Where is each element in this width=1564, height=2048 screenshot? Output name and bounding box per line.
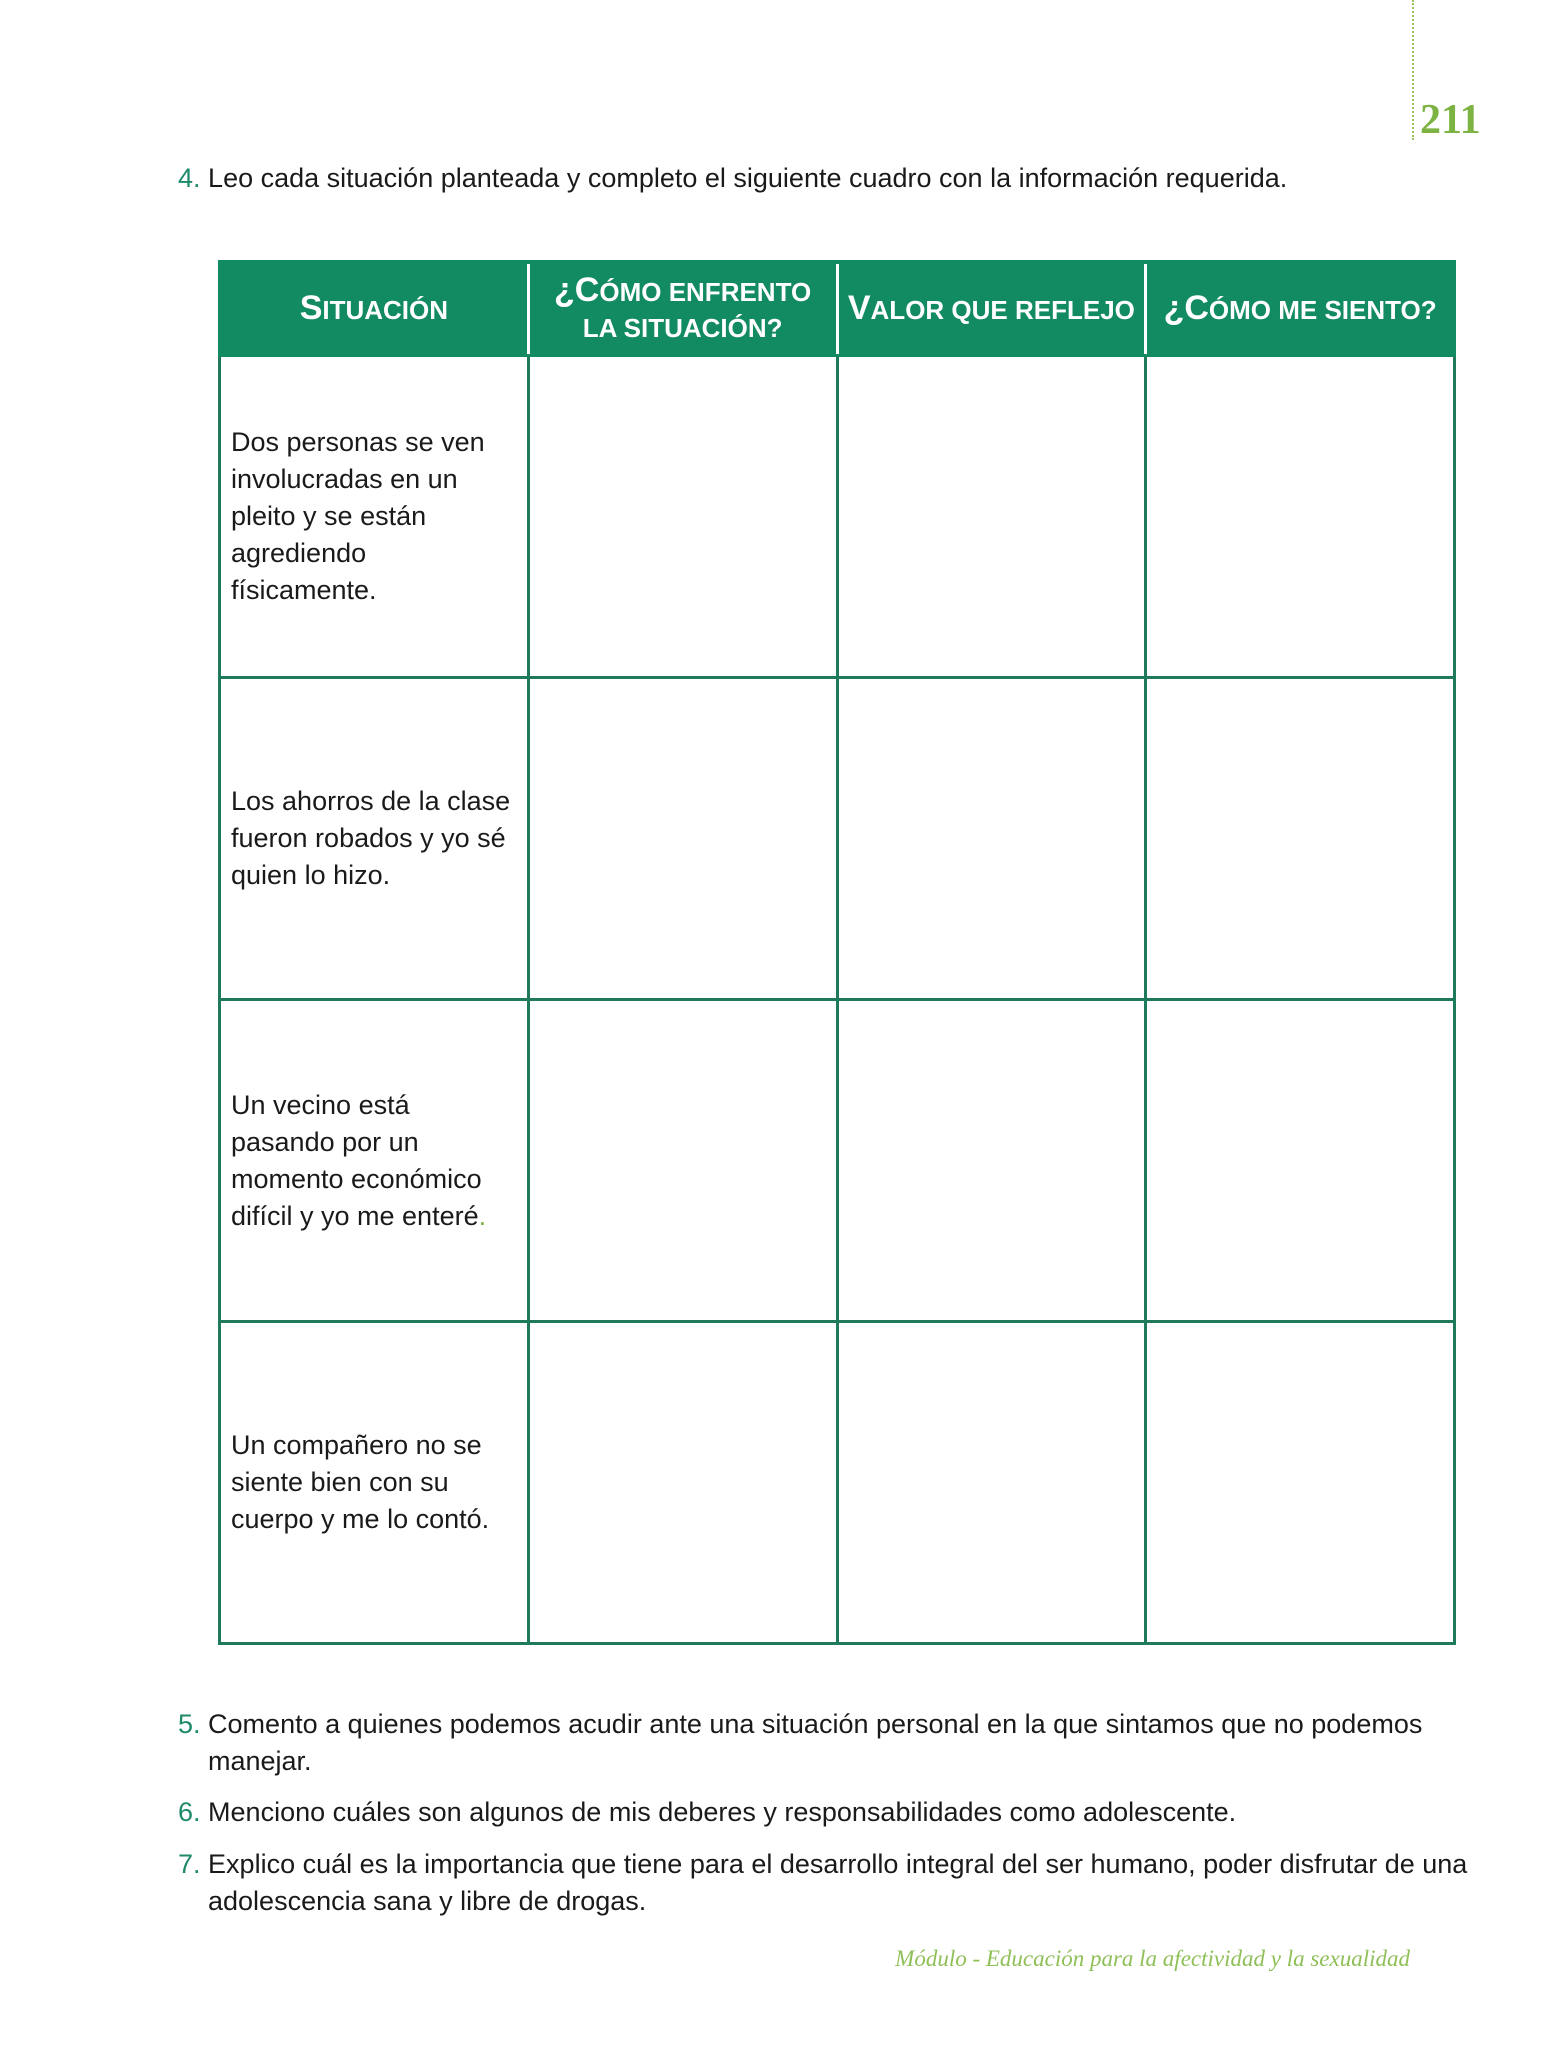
question-7 bbox=[178, 1846, 1498, 1920]
question-5-number: 5. bbox=[178, 1709, 201, 1739]
question-6-text: Menciono cuáles son algunos de mis deberes y responsabilidades como adolescente. bbox=[208, 1797, 1237, 1827]
header-como-me-siento: ¿CÓMO ME SIENTO? bbox=[1146, 262, 1455, 356]
question-4-text: Leo cada situación planteada y completo el siguiente cuadro con la información requerida. bbox=[208, 163, 1288, 193]
answer-cell-enfrento[interactable] bbox=[528, 678, 837, 1000]
question-5-text: Comento a quienes podemos acudir ante una situación personal en la que sintamos que no podemos manejar. bbox=[208, 1709, 1423, 1776]
situation-cell: Los ahorros de la clase fueron robados y yo sé quien lo hizo. bbox=[220, 678, 529, 1000]
answer-cell-valor[interactable] bbox=[837, 678, 1146, 1000]
situation-cell: Dos personas se ven involucradas en un pleito y se están agrediendo físicamente. bbox=[220, 356, 529, 678]
answer-cell-siento[interactable] bbox=[1146, 1322, 1455, 1644]
table-row bbox=[220, 1322, 1455, 1644]
table-row bbox=[220, 1000, 1455, 1322]
answer-cell-valor[interactable] bbox=[837, 1322, 1146, 1644]
page-number: 211 bbox=[1420, 97, 1481, 143]
table-row bbox=[220, 356, 1455, 678]
answer-cell-enfrento[interactable] bbox=[528, 1322, 837, 1644]
header-valor: VALOR QUE REFLEJO bbox=[837, 262, 1146, 356]
question-5 bbox=[178, 1706, 1498, 1780]
question-6 bbox=[178, 1794, 1498, 1831]
answer-cell-valor[interactable] bbox=[837, 1000, 1146, 1322]
question-7-number: 7. bbox=[178, 1849, 201, 1879]
answer-cell-enfrento[interactable] bbox=[528, 356, 837, 678]
header-situacion: SITUACIÓN bbox=[220, 262, 529, 356]
question-7-text: Explico cuál es la importancia que tiene para el desarrollo integral del ser humano, poder disfrutar de una adolescencia sana y libre de drogas. bbox=[208, 1849, 1468, 1916]
green-period: . bbox=[478, 1200, 487, 1231]
footer-module-title: Módulo - Educación para la afectividad y la sexualidad bbox=[895, 1946, 1410, 1971]
situation-cell: Un compañero no se siente bien con su cuerpo y me lo contó. bbox=[220, 1322, 529, 1644]
question-6-number: 6. bbox=[178, 1797, 201, 1827]
table-header-row bbox=[220, 262, 1455, 356]
answer-cell-siento[interactable] bbox=[1146, 356, 1455, 678]
answer-cell-enfrento[interactable] bbox=[528, 1000, 837, 1322]
table-row bbox=[220, 678, 1455, 1000]
situation-cell: Un vecino está pasando por un momento económico difícil y yo me enteré. bbox=[220, 1000, 529, 1322]
header-como-enfrento: ¿CÓMO ENFRENTO LA SITUACIÓN? bbox=[528, 262, 837, 356]
margin-dotted-line bbox=[1412, 0, 1414, 140]
question-4-number: 4. bbox=[178, 163, 201, 193]
answer-cell-valor[interactable] bbox=[837, 356, 1146, 678]
answer-cell-siento[interactable] bbox=[1146, 678, 1455, 1000]
answer-cell-siento[interactable] bbox=[1146, 1000, 1455, 1322]
activity-table bbox=[218, 260, 1456, 1645]
question-4 bbox=[178, 160, 1498, 197]
